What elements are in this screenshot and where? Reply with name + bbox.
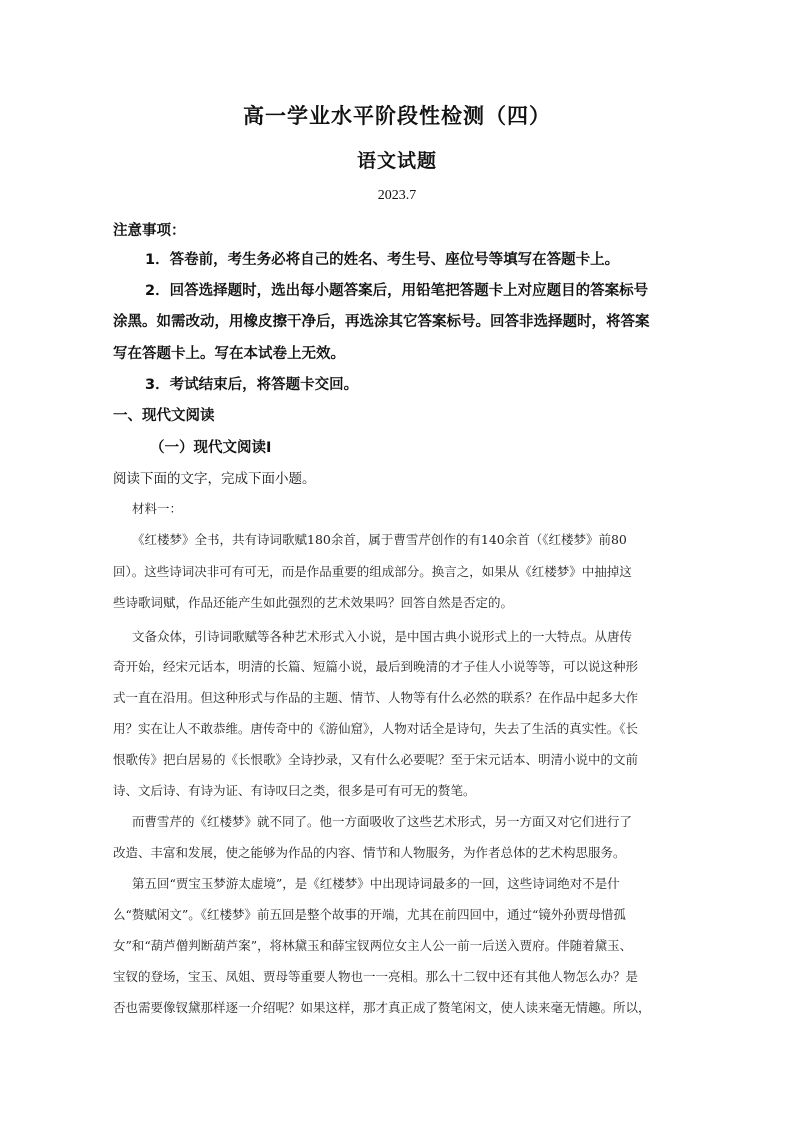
exam-subject: 语文试题 — [356, 150, 437, 172]
passage-line: 《红楼梦》全书，共有诗词歌赋180余首，属于曹雪芹创作的有140余首（《红楼梦》前80 — [132, 532, 627, 547]
passage-line: 否也需要像钗黛那样逐一介绍呢？如果这样，那才真正成了赘笔闲文，使人读来毫无情趣。所以， — [113, 1000, 651, 1015]
notice-item: 2．回答选择题时，选出每小题答案后，用铅笔把答题卡上对应题目的答案标号 — [145, 283, 649, 299]
passage-line: 诗、文后诗、有诗为证、有诗叹曰之类，很多是可有可无的赘笔。 — [113, 783, 476, 798]
section-subheading: （一）现代文阅读Ⅰ — [150, 440, 272, 456]
notice-heading: 注意事项： — [113, 223, 186, 239]
section-instruction: 阅读下面的文字，完成下面小题。 — [113, 471, 316, 487]
passage-line: 改造、丰富和发展，使之能够为作品的内容、情节和人物服务，为作者总体的艺术构思服务。 — [113, 845, 626, 860]
passage-line: 宝钗的登场，宝玉、凤姐、贾母等重要人物也一一亮相。那么十二钗中还有其他人物怎么办？是 — [113, 969, 639, 984]
section-heading: 一、现代文阅读 — [113, 408, 215, 424]
passage-line: 恨歌传》把白居易的《长恨歌》全诗抄录，又有什么必要呢？至于宋元话本、明清小说中的文前 — [113, 752, 639, 767]
passage-line: 用？实在让人不敢恭维。唐传奇中的《游仙窟》，人物对话全是诗句，失去了生活的真实性。《长 — [113, 721, 639, 736]
notice-item: 1．答卷前，考生务必将自己的姓名、考生号、座位号等填写在答题卡上。 — [145, 252, 620, 268]
passage-line: 式一直在沿用。但这种形式与作品的主题、情节、人物等有什么必然的联系？在作品中起多大作 — [113, 690, 639, 705]
passage-line: 而曹雪芹的《红楼梦》就不同了。他一方面吸收了这些艺术形式，另一方面又对它们进行了 — [132, 814, 633, 829]
passage-line: 么“赘赋闲文”。《红楼梦》前五回是整个故事的开端，尤其在前四回中，通过“镜外孙贾母惜孤 — [113, 907, 626, 922]
notice-item: 3．考试结束后，将答题卡交回。 — [145, 377, 359, 393]
passage-line: 奇开始，经宋元话本，明清的长篇、短篇小说，最后到晚清的才子佳人小说等等，可以说这种形 — [113, 659, 639, 674]
material-label: 材料一： — [132, 501, 183, 516]
passage-line: 女”和“葫芦僧判断葫芦案”，将林黛玉和薛宝钗两位女主人公一前一后送入贾府。伴随着黛玉、 — [113, 938, 633, 953]
passage-line: 些诗歌词赋，作品还能产生如此强烈的艺术效果吗？回答自然是否定的。 — [113, 595, 514, 610]
passage-line: 回）。这些诗词决非可有可无，而是作品重要的组成部分。换言之，如果从《红楼梦》中抽掉这 — [113, 564, 632, 579]
passage-line: 第五回“贾宝玉梦游太虚境”，是《红楼梦》中出现诗词最多的一回，这些诗词绝对不是什 — [132, 876, 620, 891]
passage-line: 文备众体，引诗词歌赋等各种艺术形式入小说，是中国古典小说形式上的一大特点。从唐传 — [132, 629, 633, 644]
notice-item: 涂黑。如需改动，用橡皮擦干净后，再选涂其它答案标号。回答非选择题时，将答案 — [113, 314, 650, 330]
notice-item: 写在答题卡上。写在本试卷上无效。 — [113, 346, 345, 362]
exam-title: 高一学业水平阶段性检测（四） — [243, 103, 551, 128]
exam-date: 2023.7 — [377, 188, 417, 203]
